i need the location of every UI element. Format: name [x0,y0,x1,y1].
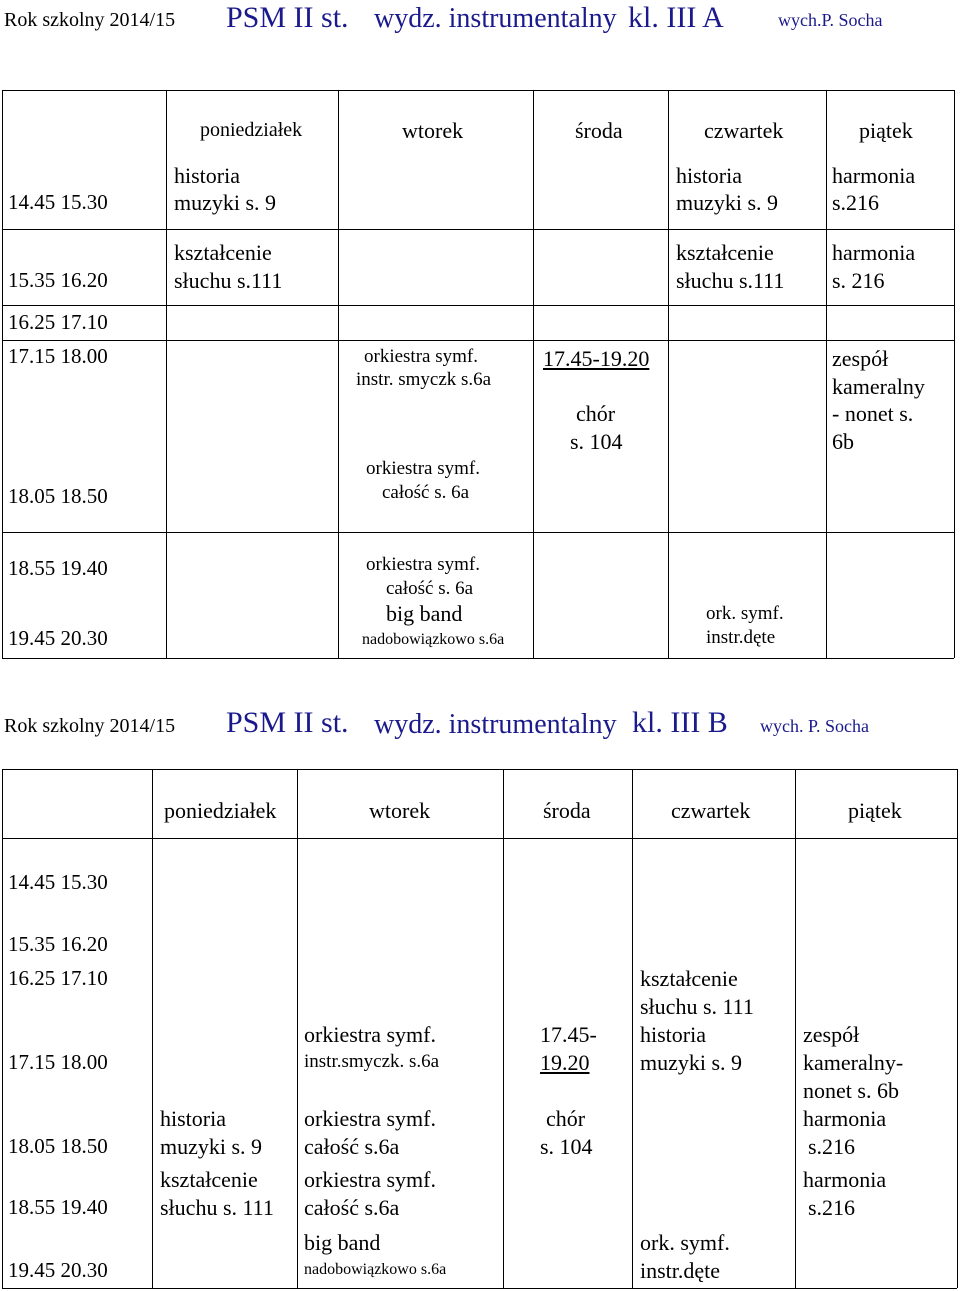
grid-line [533,90,534,658]
grid-line [2,838,957,839]
lesson-text: nonet s. 6b [803,1078,899,1103]
department-a: wydz. instrumentalny [374,3,617,34]
day-header: czwartek [671,798,751,823]
day-header: środa [575,118,623,143]
school-name-b: PSM II st. [226,706,349,739]
grid-line [668,90,669,658]
day-header: wtorek [402,118,464,143]
day-header: czwartek [704,118,784,143]
lesson-text: zespół [832,346,889,371]
lesson-text: ork. symf. [640,1230,730,1255]
lesson-text: s. 104 [540,1134,593,1159]
grid-line [2,90,3,658]
lesson-text: historia [640,1022,706,1047]
time-slot: 18.05 18.50 [8,484,108,508]
grid-line [2,229,954,230]
time-slot: 15.35 16.20 [8,268,108,292]
class-name-b: kl. III B [632,706,728,739]
grid-line [297,769,298,1288]
lesson-text: s. 104 [570,429,623,454]
lesson-text: orkiestra symf. [304,1167,436,1192]
school-year-a: Rok szkolny 2014/15 [4,9,176,31]
lesson-text: big band [304,1230,381,1255]
lesson-text: harmonia [803,1167,887,1192]
time-slot: 16.25 17.10 [8,966,108,990]
lesson-text: 17.45-19.20 [543,346,650,371]
lesson-text: kształcenie [640,966,738,991]
lesson-text: kształcenie [676,240,774,265]
lesson-text: instr.smyczk. s.6a [304,1051,440,1072]
lesson-text: orkiestra symf. [366,554,480,575]
lesson-text: chór [576,401,616,426]
grid-line [954,90,955,658]
lesson-text: całość s. 6a [386,578,474,599]
department-b: wydz. instrumentalny [374,709,617,740]
time-slot: 19.45 20.30 [8,1258,108,1282]
grid-line [2,305,954,306]
lesson-text: 17.45- [540,1022,597,1047]
day-header: wtorek [369,798,431,823]
lesson-text: muzyki s. 9 [676,190,779,215]
lesson-text: historia [174,163,240,188]
time-slot: 18.05 18.50 [8,1134,108,1158]
lesson-text: historia [676,163,742,188]
grid-line [2,340,954,341]
lesson-text: s. 216 [832,268,885,293]
lesson-text: kształcenie [160,1167,258,1192]
time-slot: 17.15 18.00 [8,344,108,368]
lesson-text: harmonia [832,163,916,188]
lesson-text: 6b [832,429,854,454]
time-slot: 14.45 15.30 [8,190,108,214]
lesson-text: całość s.6a [304,1134,400,1159]
time-slot: 15.35 16.20 [8,932,108,956]
grid-line [166,90,167,658]
day-header: poniedziałek [164,798,277,823]
grid-line [2,532,954,533]
lesson-text: s.216 [832,190,880,215]
lesson-text: orkiestra symf. [364,346,478,367]
lesson-text: słuchu s.111 [174,268,283,293]
lesson-text: historia [160,1106,226,1131]
lesson-text: całość s.6a [304,1195,400,1220]
grid-line [2,90,954,91]
grid-line [2,769,957,770]
tutor-a: wych.P. Socha [778,10,883,30]
grid-line [2,1288,957,1289]
grid-line [2,658,954,659]
lesson-text: orkiestra symf. [366,458,480,479]
class-name-a: kl. III A [628,1,724,34]
day-header: piątek [859,118,913,143]
lesson-text: kameralny- [803,1050,904,1075]
lesson-text: kameralny [832,374,925,399]
lesson-text: zespół [803,1022,860,1047]
time-slot: 17.15 18.00 [8,1050,108,1074]
grid-line [795,769,796,1288]
day-header: środa [543,798,591,823]
lesson-text: słuchu s. 111 [160,1195,274,1220]
grid-line [2,769,3,1288]
lesson-text: harmonia [803,1106,887,1131]
lesson-text: ork. symf. [706,603,784,624]
lesson-text: instr.dęte [640,1258,721,1283]
lesson-text: 19.20 [540,1050,590,1075]
lesson-text: orkiestra symf. [304,1106,436,1131]
time-slot: 18.55 19.40 [8,556,108,580]
lesson-text: nadobowiązkowo s.6a [304,1261,447,1278]
grid-line [957,769,958,1288]
lesson-text: kształcenie [174,240,272,265]
lesson-text: harmonia [832,240,916,265]
time-slot: 16.25 17.10 [8,310,108,334]
lesson-text: orkiestra symf. [304,1022,436,1047]
grid-line [826,90,827,658]
lesson-text: instr.dęte [706,627,776,648]
grid-line [152,769,153,1288]
time-slot: 18.55 19.40 [8,1195,108,1219]
school-name-a: PSM II st. [226,1,349,34]
lesson-text: - nonet s. [832,401,914,426]
grid-line [338,90,339,658]
lesson-text: słuchu s. 111 [640,994,754,1019]
lesson-text: big band [386,601,463,626]
grid-line [632,769,633,1288]
lesson-text: słuchu s.111 [676,268,785,293]
tutor-b: wych. P. Socha [760,716,869,736]
lesson-text: muzyki s. 9 [174,190,277,215]
day-header: poniedziałek [200,119,303,141]
time-slot: 14.45 15.30 [8,870,108,894]
day-header: piątek [848,798,902,823]
lesson-text: s.216 [808,1195,856,1220]
lesson-text: instr. smyczk s.6a [356,369,492,390]
lesson-text: całość s. 6a [382,482,470,503]
school-year-b: Rok szkolny 2014/15 [4,715,176,737]
time-slot: 19.45 20.30 [8,626,108,650]
grid-line [503,769,504,1288]
lesson-text: muzyki s. 9 [160,1134,263,1159]
lesson-text: nadobowiązkowo s.6a [362,631,505,648]
lesson-text: s.216 [808,1134,856,1159]
lesson-text: muzyki s. 9 [640,1050,743,1075]
lesson-text: chór [546,1106,586,1131]
